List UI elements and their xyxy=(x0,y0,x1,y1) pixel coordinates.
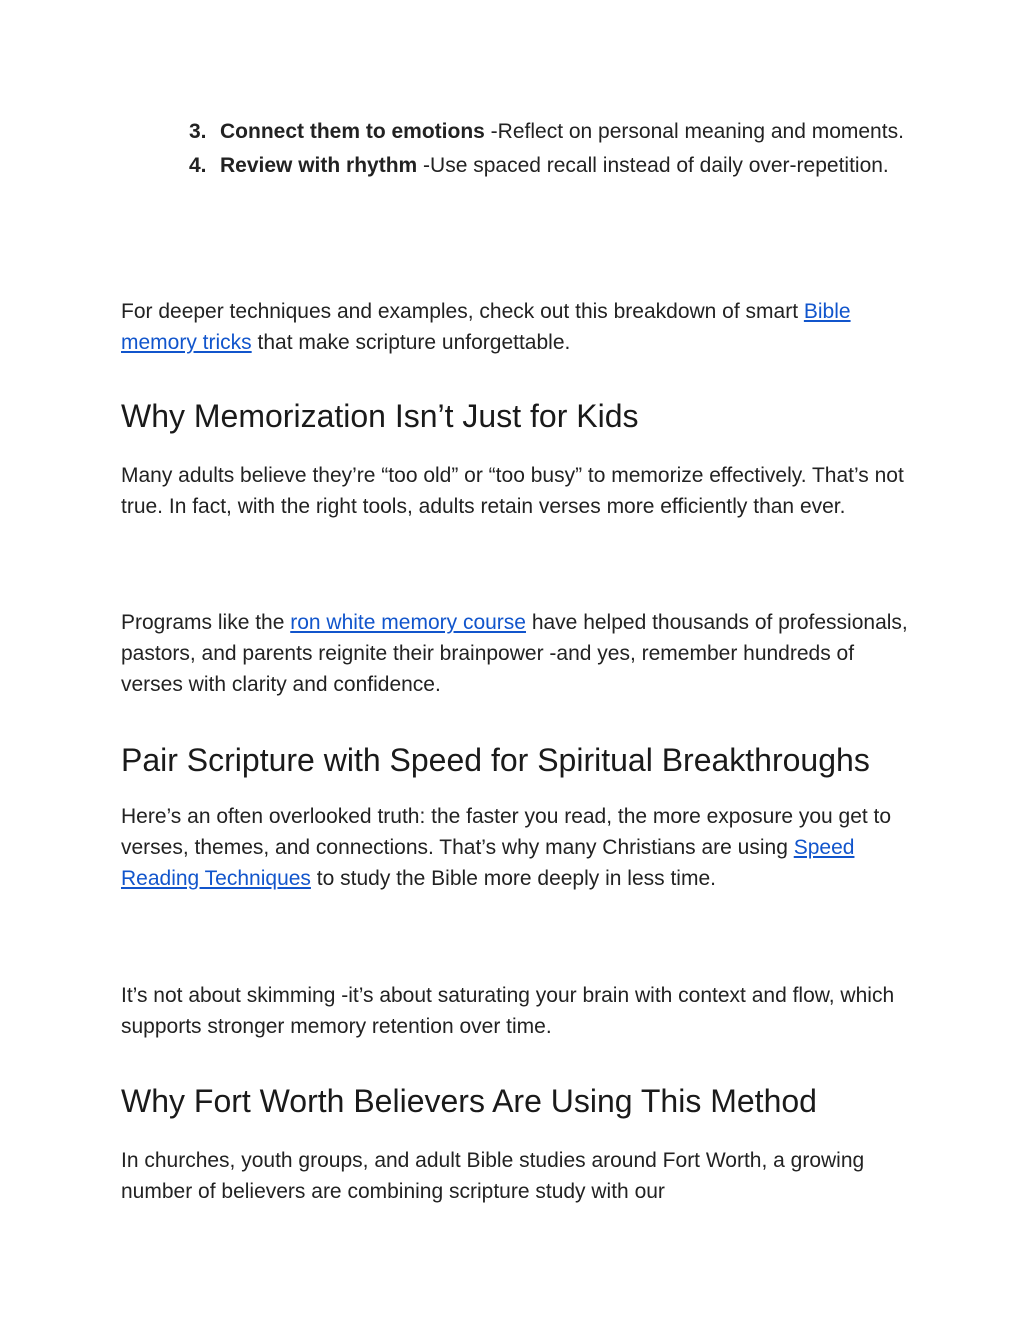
list-item-title: Review with rhythm xyxy=(220,154,418,177)
paragraph-skimming: It’s not about skimming -it’s about saturating your brain with context and flow, which supports stronger memory retention over time. xyxy=(121,984,895,1038)
paragraph-text: have helped thousands of professionals, pastors, and parents reignite their brainpower -and yes, remember hundreds of verses with clarity and confidence. xyxy=(121,611,908,696)
speed-reading-techniques-link[interactable]: Speed Reading Techniques xyxy=(121,836,855,890)
list-number: 4. xyxy=(189,154,207,177)
list-item-title: Connect them to emotions xyxy=(220,120,485,143)
heading-fort-worth-believers: Why Fort Worth Believers Are Using This Method xyxy=(121,1083,817,1119)
paragraph-text: For deeper techniques and examples, check out this breakdown of smart xyxy=(121,300,804,323)
paragraph-text: that make scripture unforgettable. xyxy=(251,331,571,354)
numbered-list xyxy=(187,116,907,181)
paragraph-memory-tricks xyxy=(121,296,911,358)
list-item xyxy=(187,150,907,181)
paragraph-adults: Many adults believe they’re “too old” or “too busy” to memorize effectively. That’s not true. In fact, with the right tools, adults retain verses more efficiently than ever. xyxy=(121,464,904,518)
heading-memorization-not-just-for-kids: Why Memorization Isn’t Just for Kids xyxy=(121,398,639,434)
paragraph-speed-reading xyxy=(121,801,911,894)
paragraph-programs xyxy=(121,607,911,700)
paragraph-text: Here’s an often overlooked truth: the faster you read, the more exposure you get to verses, themes, and connections. That’s why many Christians are using xyxy=(121,805,892,859)
ron-white-memory-course-link[interactable]: ron white memory course xyxy=(290,611,526,634)
list-item-text: -Reflect on personal meaning and moments. xyxy=(484,120,904,143)
paragraph-text: Programs like the xyxy=(121,611,291,634)
list-item xyxy=(187,116,907,147)
list-item-text: -Use spaced recall instead of daily over-repetition. xyxy=(417,154,889,177)
bible-memory-tricks-link[interactable]: Bible memory tricks xyxy=(121,300,851,354)
heading-pair-scripture-with-speed: Pair Scripture with Speed for Spiritual Breakthroughs xyxy=(121,742,870,778)
paragraph-fort-worth: In churches, youth groups, and adult Bible studies around Fort Worth, a growing number of believers are combining scripture study with our xyxy=(121,1149,865,1203)
list-number: 3. xyxy=(189,120,207,143)
paragraph-text: to study the Bible more deeply in less time. xyxy=(310,867,716,890)
